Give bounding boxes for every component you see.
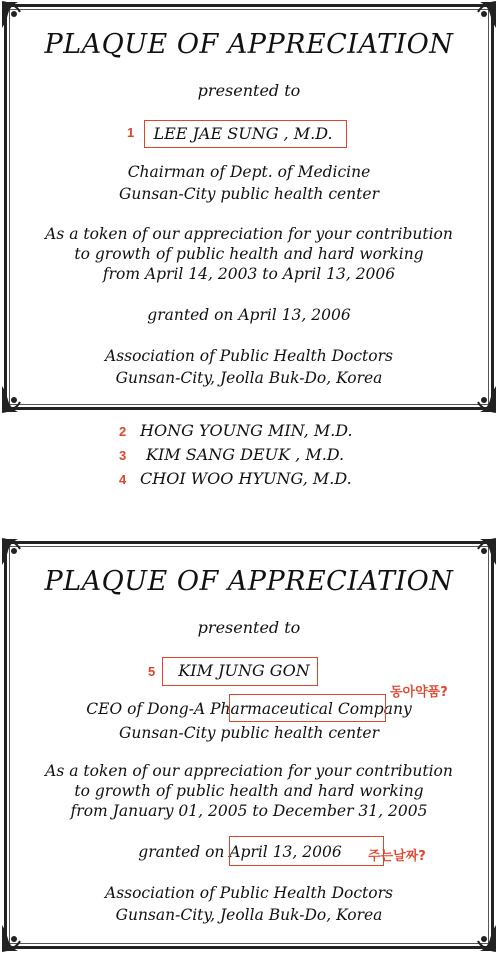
corner-ornament-icon [0,537,30,567]
recipient-number: 1 [127,125,135,140]
company-highlight-box [229,694,386,722]
recipient-number: 5 [148,664,156,679]
recipient-number: 3 [119,448,127,463]
corner-ornament-icon [0,923,30,953]
plaque-1 [4,4,494,410]
org-line-1: Association of Public Health Doctors [105,347,393,365]
plaque-2 [4,541,494,949]
date-highlight-box [229,836,384,866]
corner-ornament-icon [468,923,498,953]
recipient-number: 4 [119,472,127,487]
role-line-2: Gunsan-City public health center [119,724,379,742]
plaque-title: PLAQUE OF APPRECIATION [44,566,454,597]
role-line-1: Chairman of Dept. of Medicine [127,163,371,181]
recipient-number: 2 [119,424,127,439]
granted-date: granted on April 13, 2006 [147,306,351,324]
org-line-2: Gunsan-City, Jeolla Buk-Do, Korea [115,906,383,924]
recipient-name: KIM JUNG GON [178,661,310,680]
corner-ornament-icon [0,0,30,30]
corner-ornament-icon [468,537,498,567]
role-line-2: Gunsan-City public health center [119,185,379,203]
presented-to-text: presented to [197,618,301,637]
org-line-2: Gunsan-City, Jeolla Buk-Do, Korea [115,369,383,387]
recipient-name: LEE JAE SUNG , M.D. [153,124,333,143]
recipient-name: CHOI WOO HYUNG, M.D. [140,469,352,488]
corner-ornament-icon [468,384,498,414]
role-line-1: CEO of Dong-A Pharmaceutical Company [86,700,412,718]
recipient-name: HONG YOUNG MIN, M.D. [140,421,353,440]
reason-line-2: to growth of public health and hard working [74,782,424,800]
corner-ornament-icon [0,384,30,414]
reason-line-3: from April 14, 2003 to April 13, 2006 [102,265,396,283]
reason-line-3: from January 01, 2005 to December 31, 2005 [70,802,428,820]
date-annotation: 주는날짜? [368,849,426,864]
reason-line-1: As a token of our appreciation for your contribution [45,225,453,243]
presented-to-text: presented to [197,81,301,100]
reason-line-1: As a token of our appreciation for your contribution [45,762,453,780]
org-line-1: Association of Public Health Doctors [105,884,393,902]
granted-date: granted on April 13, 2006 [138,843,342,861]
recipient-name: KIM SANG DEUK , M.D. [146,445,345,464]
reason-line-2: to growth of public health and hard working [74,245,424,263]
corner-ornament-icon [468,0,498,30]
company-annotation: 동아약품? [390,685,448,700]
plaque-title: PLAQUE OF APPRECIATION [44,29,454,60]
